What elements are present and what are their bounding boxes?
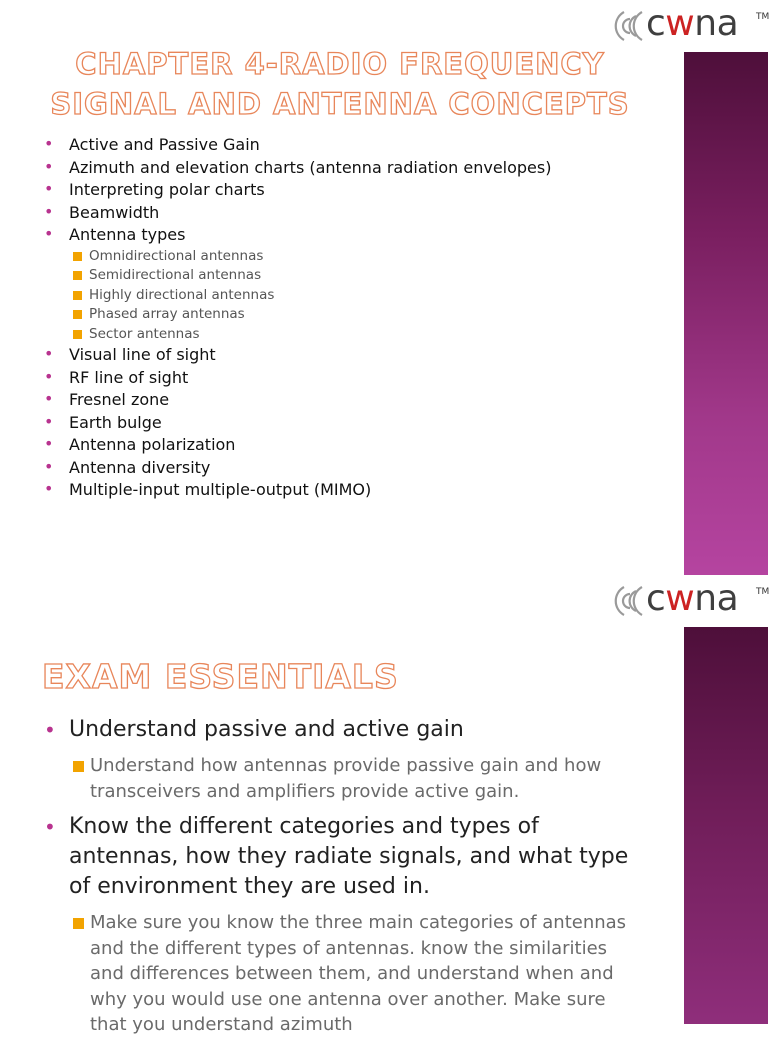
square-bullet-icon <box>73 310 82 319</box>
square-bullet-icon <box>73 330 82 339</box>
radio-waves-icon <box>612 581 648 621</box>
logo-wordmark: cwna <box>646 3 739 44</box>
bullet-icon: • <box>44 179 54 198</box>
sub-list-item: Semidirectional antennas <box>44 266 624 286</box>
bullet-icon: • <box>44 389 54 408</box>
sub-list-item: Highly directional antennas <box>44 286 624 306</box>
list-item: • Antenna polarization <box>44 434 236 454</box>
list-item: • Visual line of sight <box>44 344 216 364</box>
trademark-mark: TM <box>756 12 769 22</box>
list-item: • Beamwidth <box>44 201 160 222</box>
bullet-icon: • <box>44 815 56 839</box>
square-bullet-icon <box>73 291 82 300</box>
list-item: • RF line of sight <box>44 366 189 387</box>
essentials-list <box>44 715 644 1046</box>
bullet-icon: • <box>44 718 56 742</box>
bullet-icon: • <box>44 134 54 153</box>
bullet-icon: • <box>44 156 54 176</box>
bullet-icon: • <box>44 479 54 498</box>
bullet-icon: • <box>44 456 54 476</box>
list-item: • Understand passive and active gain <box>44 715 644 745</box>
sub-list-item: Make sure you know the three main categories of antennas and the different types of antennas. know the similarities and differences between them, and understand when and why you would use one antenna over another. Make sure that you understand azimuth <box>44 910 644 1038</box>
list-item: • Active and Passive Gain <box>44 134 260 154</box>
list-item: • Multiple-input multiple-output (MIMO) <box>44 479 372 499</box>
list-item: • Azimuth and elevation charts (antenna radiation envelopes) <box>44 156 552 177</box>
list-item: • Fresnel zone <box>44 389 170 409</box>
slide-exam-essentials <box>0 575 769 1035</box>
list-item: • Know the different categories and types of antennas, how they radiate signals, and what type of environment they are used in. <box>44 814 629 899</box>
bullet-icon: • <box>44 224 54 243</box>
square-bullet-icon <box>73 918 84 929</box>
radio-waves-icon <box>612 6 648 46</box>
sub-list-item: Phased array antennas <box>44 305 624 325</box>
bullet-icon: • <box>44 201 54 221</box>
logo-wordmark: cwna <box>646 578 739 619</box>
bullet-icon: • <box>44 366 54 386</box>
cwna-logo <box>606 2 768 50</box>
square-bullet-icon <box>73 271 82 280</box>
square-bullet-icon <box>73 761 84 772</box>
trademark-mark: TM <box>756 587 769 597</box>
decorative-side-bar <box>684 52 768 575</box>
sub-list-item: Sector antennas <box>44 325 624 345</box>
title-line-2: SIGNAL AND ANTENNA CONCEPTS <box>50 87 630 121</box>
list-item: • Earth bulge <box>44 411 162 432</box>
topic-list <box>44 134 624 502</box>
square-bullet-icon <box>73 252 82 261</box>
bullet-icon: • <box>44 344 54 363</box>
list-item: • Interpreting polar charts <box>44 179 265 199</box>
slide-title: EXAM ESSENTIALS <box>42 657 399 696</box>
sub-list-item: Omnidirectional antennas <box>44 247 624 267</box>
slide-title <box>40 44 640 124</box>
sub-list-item: Understand how antennas provide passive gain and how transceivers and amplifiers provide active gain. <box>44 753 644 804</box>
cwna-logo <box>606 577 768 625</box>
decorative-side-bar <box>684 627 768 1024</box>
bullet-icon: • <box>44 434 54 453</box>
list-item: • Antenna types <box>44 224 186 244</box>
title-line-1: CHAPTER 4-RADIO FREQUENCY <box>75 47 605 81</box>
list-item: • Antenna diversity <box>44 456 211 477</box>
bullet-icon: • <box>44 411 54 431</box>
